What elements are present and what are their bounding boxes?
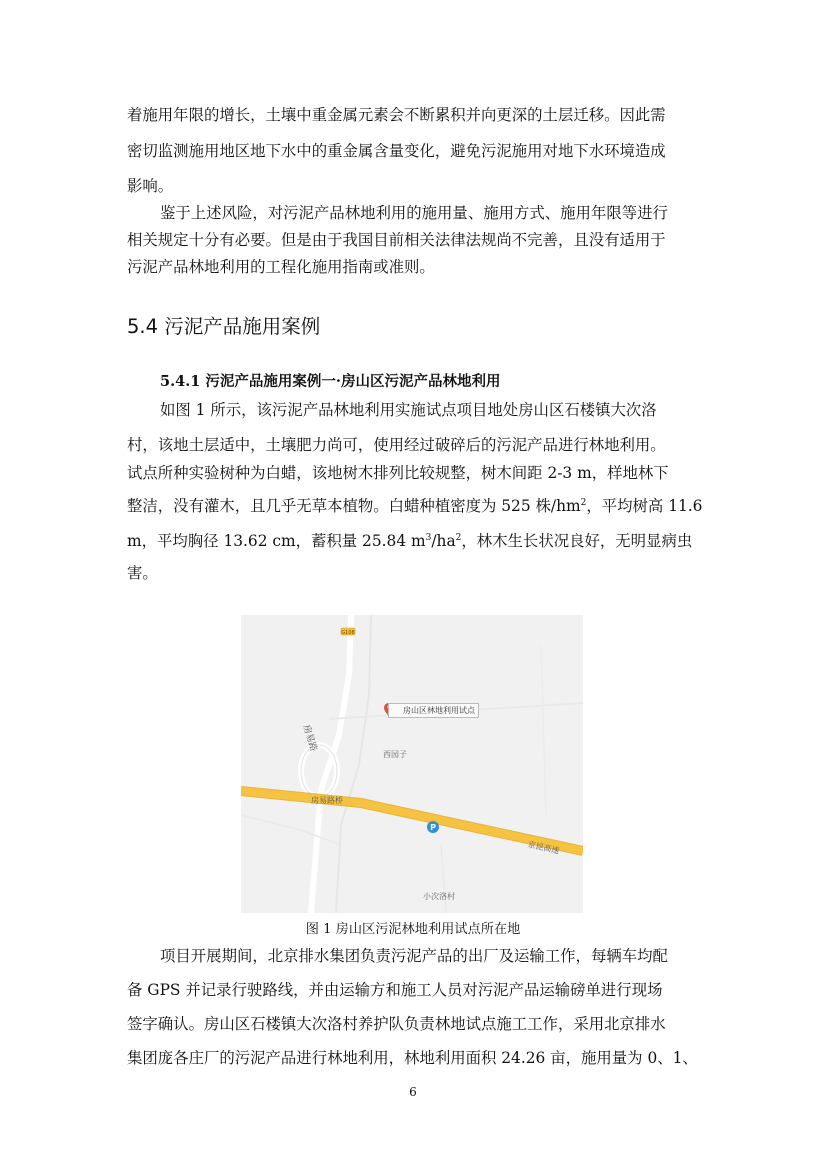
paragraph4-line: 集团庞各庄厂的污泥产品进行林地利用，林地利用面积 24.26 亩，施用量为 0、1、 <box>127 1049 698 1067</box>
paragraph4-line: 项目开展期间，北京排水集团负责污泥产品的出厂及运输工作，每辆车均配 <box>160 947 668 965</box>
paragraph3-line <box>127 496 703 516</box>
bridge-label: 房易路桥 <box>311 796 343 805</box>
paragraph2-line: 污泥产品林地利用的工程化施用指南或准则。 <box>127 258 435 276</box>
section-heading: 5.4 污泥产品施用案例 <box>127 315 321 338</box>
village-label-xiaocilou: 小次洛村 <box>423 892 455 901</box>
paragraph3-line: 村，该地土层适中，土壤肥力尚可，使用经过破碎后的污泥产品进行林地利用。 <box>127 436 666 454</box>
paragraph3-line <box>127 531 703 551</box>
subsection-heading: 5.4.1 污泥产品施用案例一·房山区污泥产品林地利用 <box>160 373 501 390</box>
paragraph3-line: 如图 1 所示，该污泥产品林地利用实施试点项目地处房山区石楼镇大次洛 <box>160 401 657 419</box>
location-map <box>241 615 583 913</box>
superscript: 2 <box>455 532 462 543</box>
superscript: 2 <box>580 497 587 508</box>
paragraph3-line: 害。 <box>127 564 158 582</box>
road-shield-label: G108 <box>341 630 355 636</box>
road-label-fangyi: 房易路 <box>300 723 319 753</box>
poi-label: 房山区林地利用试点 <box>388 703 479 718</box>
paragraph2-line: 相关规定十分有必要。但是由于我国目前相关法律法规尚不完善，且没有适用于 <box>127 231 666 249</box>
paragraph3-line5-text: m，平均胸径 13.62 cm，蓄积量 25.84 m <box>127 532 426 550</box>
paragraph4-line: 签字确认。房山区石楼镇大次洛村养护队负责林地试点施工工作，采用北京排水 <box>127 1015 666 1033</box>
village-label-xiyuanzi: 西园子 <box>383 750 407 759</box>
paragraph3-line5-text: /ha <box>431 532 456 550</box>
page-number: 6 <box>409 1085 417 1099</box>
parking-icon-glyph: P <box>430 823 436 832</box>
paragraph1-line: 影响。 <box>127 177 174 195</box>
paragraph3-line5-text: ，林木生长状况良好，无明显病虫 <box>461 532 693 550</box>
figure-caption: 图 1 房山区污泥林地利用试点所在地 <box>305 922 521 937</box>
paragraph1-line: 密切监测施用地区地下水中的重金属含量变化，避免污泥施用对地下水环境造成 <box>127 142 666 160</box>
paragraph4-line: 备 GPS 并记录行驶路线，并由运输方和施工人员对污泥产品运输磅单进行现场 <box>127 981 663 999</box>
highway-label: 京昆高速 <box>526 839 561 856</box>
superscript: 3 <box>425 532 432 543</box>
paragraph3-line4-text: ，平均树高 11.6 <box>586 497 703 515</box>
paragraph2-line: 鉴于上述风险，对污泥产品林地利用的施用量、施用方式、施用年限等进行 <box>160 204 668 222</box>
paragraph3-line4-text: 整洁，没有灌木，且几乎无草本植物。白蜡种植密度为 525 株/hm <box>127 497 581 515</box>
paragraph1-line: 着施用年限的增长，土壤中重金属元素会不断累积并向更深的土层迁移。因此需 <box>127 106 666 124</box>
paragraph3-line: 试点所种实验树种为白蜡，该地树木排列比较规整，树木间距 2-3 m，样地林下 <box>127 464 669 482</box>
